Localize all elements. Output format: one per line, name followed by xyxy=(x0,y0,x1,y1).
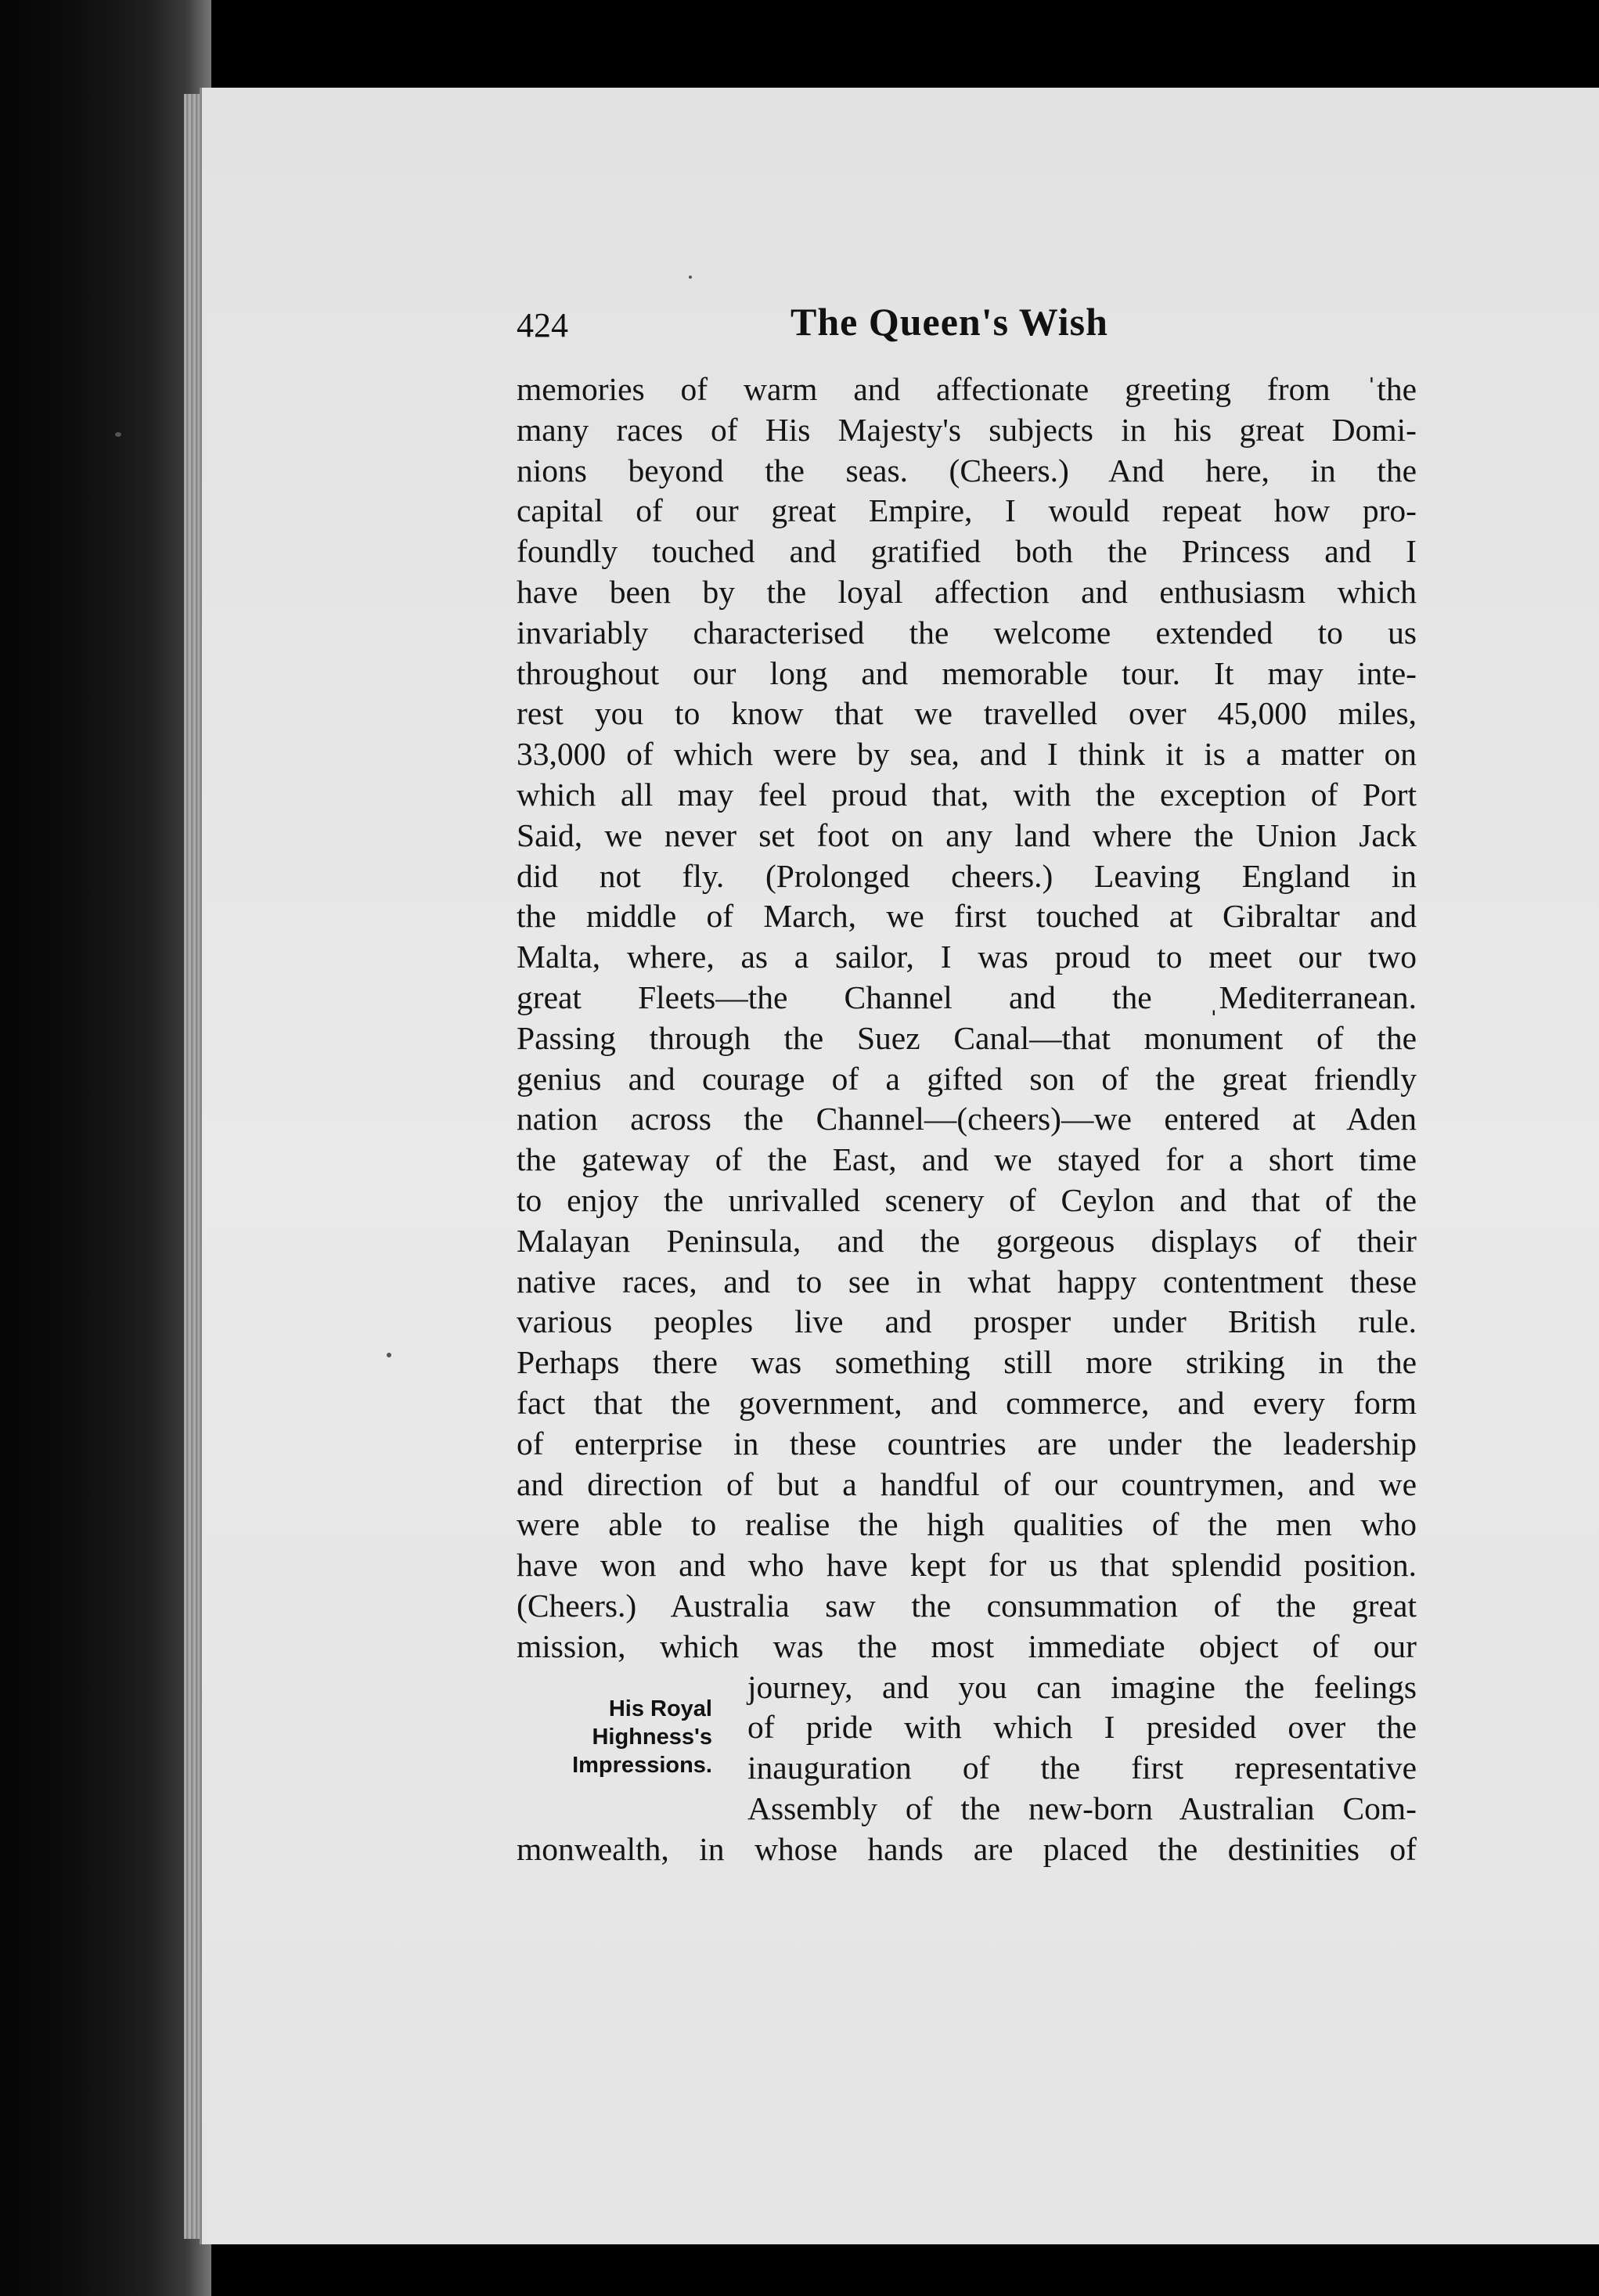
text-line: have won and who have kept for us that splendid position. xyxy=(517,1547,1417,1584)
text-line: journey, and you can imagine the feelings xyxy=(747,1668,1417,1705)
text-line: various peoples live and prosper under British rule. xyxy=(517,1303,1417,1340)
running-title: The Queen's Wish xyxy=(790,300,1108,344)
text-line: Perhaps there was something still more striking in the xyxy=(517,1344,1417,1381)
page-edges xyxy=(184,94,201,2239)
text-line: many races of His Majesty's subjects in his great Domi- xyxy=(517,411,1417,448)
text-line: have been by the loyal affection and enthusiasm which xyxy=(517,573,1417,610)
text-line: great Fleets—the Channel and the ˌMediterranean. xyxy=(517,979,1417,1015)
text-line: (Cheers.) Australia saw the consummation of the great xyxy=(517,1587,1417,1624)
text-line: which all may feel proud that, with the exception of Port xyxy=(517,776,1417,813)
page-header xyxy=(517,299,1417,354)
text-line: nions beyond the seas. (Cheers.) And here, in the xyxy=(517,452,1417,488)
text-line: native races, and to see in what happy contentment these xyxy=(517,1263,1417,1299)
text-line: to enjoy the unrivalled scenery of Ceylon and that of the xyxy=(517,1181,1417,1218)
text-line: Assembly of the new-born Australian Com- xyxy=(747,1790,1417,1826)
sidenote-line: Impressions. xyxy=(572,1753,712,1778)
text-line: mission, which was the most immediate object of our xyxy=(517,1627,1417,1664)
body-text xyxy=(517,369,1417,1869)
text-line: the gateway of the East, and we stayed for a short time xyxy=(517,1141,1417,1178)
text-line: foundly touched and gratified both the Princess and I xyxy=(517,533,1417,570)
text-line: capital of our great Empire, I would repeat how pro- xyxy=(517,492,1417,529)
text-line: invariably characterised the welcome extended to us xyxy=(517,614,1417,651)
text-line: were able to realise the high qualities of the men who xyxy=(517,1506,1417,1543)
text-line: monwealth, in whose hands are placed the destinities of xyxy=(517,1830,1417,1867)
text-line: did not fly. (Prolonged cheers.) Leaving England in xyxy=(517,857,1417,894)
text-line: rest you to know that we travelled over 45,000 miles, xyxy=(517,695,1417,732)
text-line: nation across the Channel—(cheers)—we entered at Aden xyxy=(517,1101,1417,1137)
text-line: throughout our long and memorable tour. It may inte- xyxy=(517,654,1417,691)
text-line: of pride with which I presided over the xyxy=(747,1709,1417,1746)
text-line: inauguration of the first representative xyxy=(747,1750,1417,1786)
margin-sidenote xyxy=(501,1695,712,1779)
dust-speck xyxy=(689,276,692,279)
dust-speck xyxy=(387,1353,391,1357)
text-line: memories of warm and affectionate greeting from ˈthe xyxy=(517,371,1417,407)
text-line: Malayan Peninsula, and the gorgeous displays of their xyxy=(517,1222,1417,1259)
text-line: the middle of March, we first touched at Gibraltar and xyxy=(517,898,1417,935)
text-line: fact that the government, and commerce, and every form xyxy=(517,1384,1417,1421)
text-line: Said, we never set foot on any land where the Union Jack xyxy=(517,816,1417,853)
text-line: of enterprise in these countries are under the leadership xyxy=(517,1425,1417,1462)
sidenote-line: His Royal xyxy=(608,1696,712,1721)
sidenote-line: Highness's xyxy=(592,1725,712,1750)
text-line: 33,000 of which were by sea, and I think it is a matter on xyxy=(517,736,1417,773)
text-line: genius and courage of a gifted son of the great friendly xyxy=(517,1060,1417,1097)
text-line: Malta, where, as a sailor, I was proud to meet our two xyxy=(517,939,1417,975)
text-line: and direction of but a handful of our countrymen, and we xyxy=(517,1465,1417,1502)
text-line: Passing through the Suez Canal—that monument of the xyxy=(517,1019,1417,1056)
page-number: 424 xyxy=(517,306,568,344)
book-spine-shadow xyxy=(0,0,211,2296)
dust-speck xyxy=(115,432,121,437)
